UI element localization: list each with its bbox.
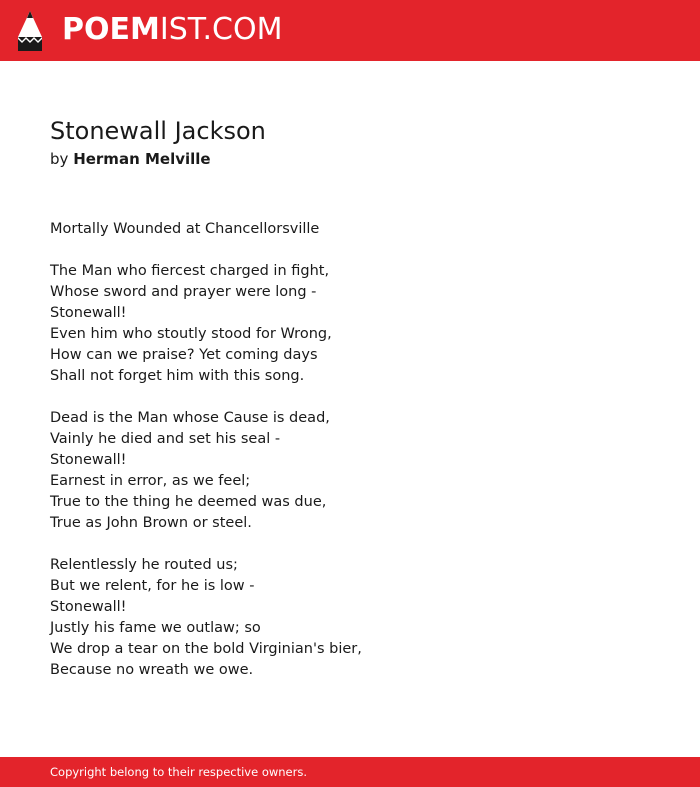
poem-line: Because no wreath we owe.: [50, 662, 254, 678]
poem-line: Even him who stoutly stood for Wrong,: [50, 326, 332, 342]
poem-line: Earnest in error, as we feel;: [50, 473, 251, 489]
stanza: [50, 261, 362, 387]
poem-line: Vainly he died and set his seal -: [50, 431, 281, 447]
poem-line: Justly his fame we outlaw; so: [50, 620, 261, 636]
poem-line: Relentlessly he routed us;: [50, 557, 238, 573]
site-footer: [0, 757, 700, 787]
byline: [50, 148, 211, 170]
poem-line: The Man who fiercest charged in fight,: [50, 263, 330, 279]
site-logo[interactable]: [62, 12, 282, 48]
poem-line: Stonewall!: [50, 599, 127, 615]
logo-light-text: IST.COM: [159, 12, 283, 47]
poem-body: [50, 219, 362, 702]
stanza: [50, 555, 362, 681]
site-header: [0, 0, 700, 61]
poem-subtitle: Mortally Wounded at Chancellorsville: [50, 221, 320, 237]
poem-title: Stonewall Jackson: [50, 117, 266, 145]
poem-line: We drop a tear on the bold Virginian's bier,: [50, 641, 362, 657]
poem-subtitle-block: [50, 219, 362, 240]
author-name: Herman Melville: [73, 150, 211, 168]
poem-line: Stonewall!: [50, 305, 127, 321]
poem-line: Dead is the Man whose Cause is dead,: [50, 410, 330, 426]
poem-line: Whose sword and prayer were long -: [50, 284, 317, 300]
poem-line: True to the thing he deemed was due,: [50, 494, 327, 510]
poem-line: Stonewall!: [50, 452, 127, 468]
poem-line: How can we praise? Yet coming days: [50, 347, 318, 363]
pencil-icon: [17, 10, 43, 51]
copyright-text: Copyright belong to their respective owners.: [50, 765, 308, 779]
poem-line: Shall not forget him with this song.: [50, 368, 305, 384]
poem-line: But we relent, for he is low -: [50, 578, 255, 594]
stanza: [50, 408, 362, 534]
logo-bold-text: POEM: [62, 12, 160, 47]
poem-line: True as John Brown or steel.: [50, 515, 252, 531]
by-label: by: [50, 150, 69, 168]
